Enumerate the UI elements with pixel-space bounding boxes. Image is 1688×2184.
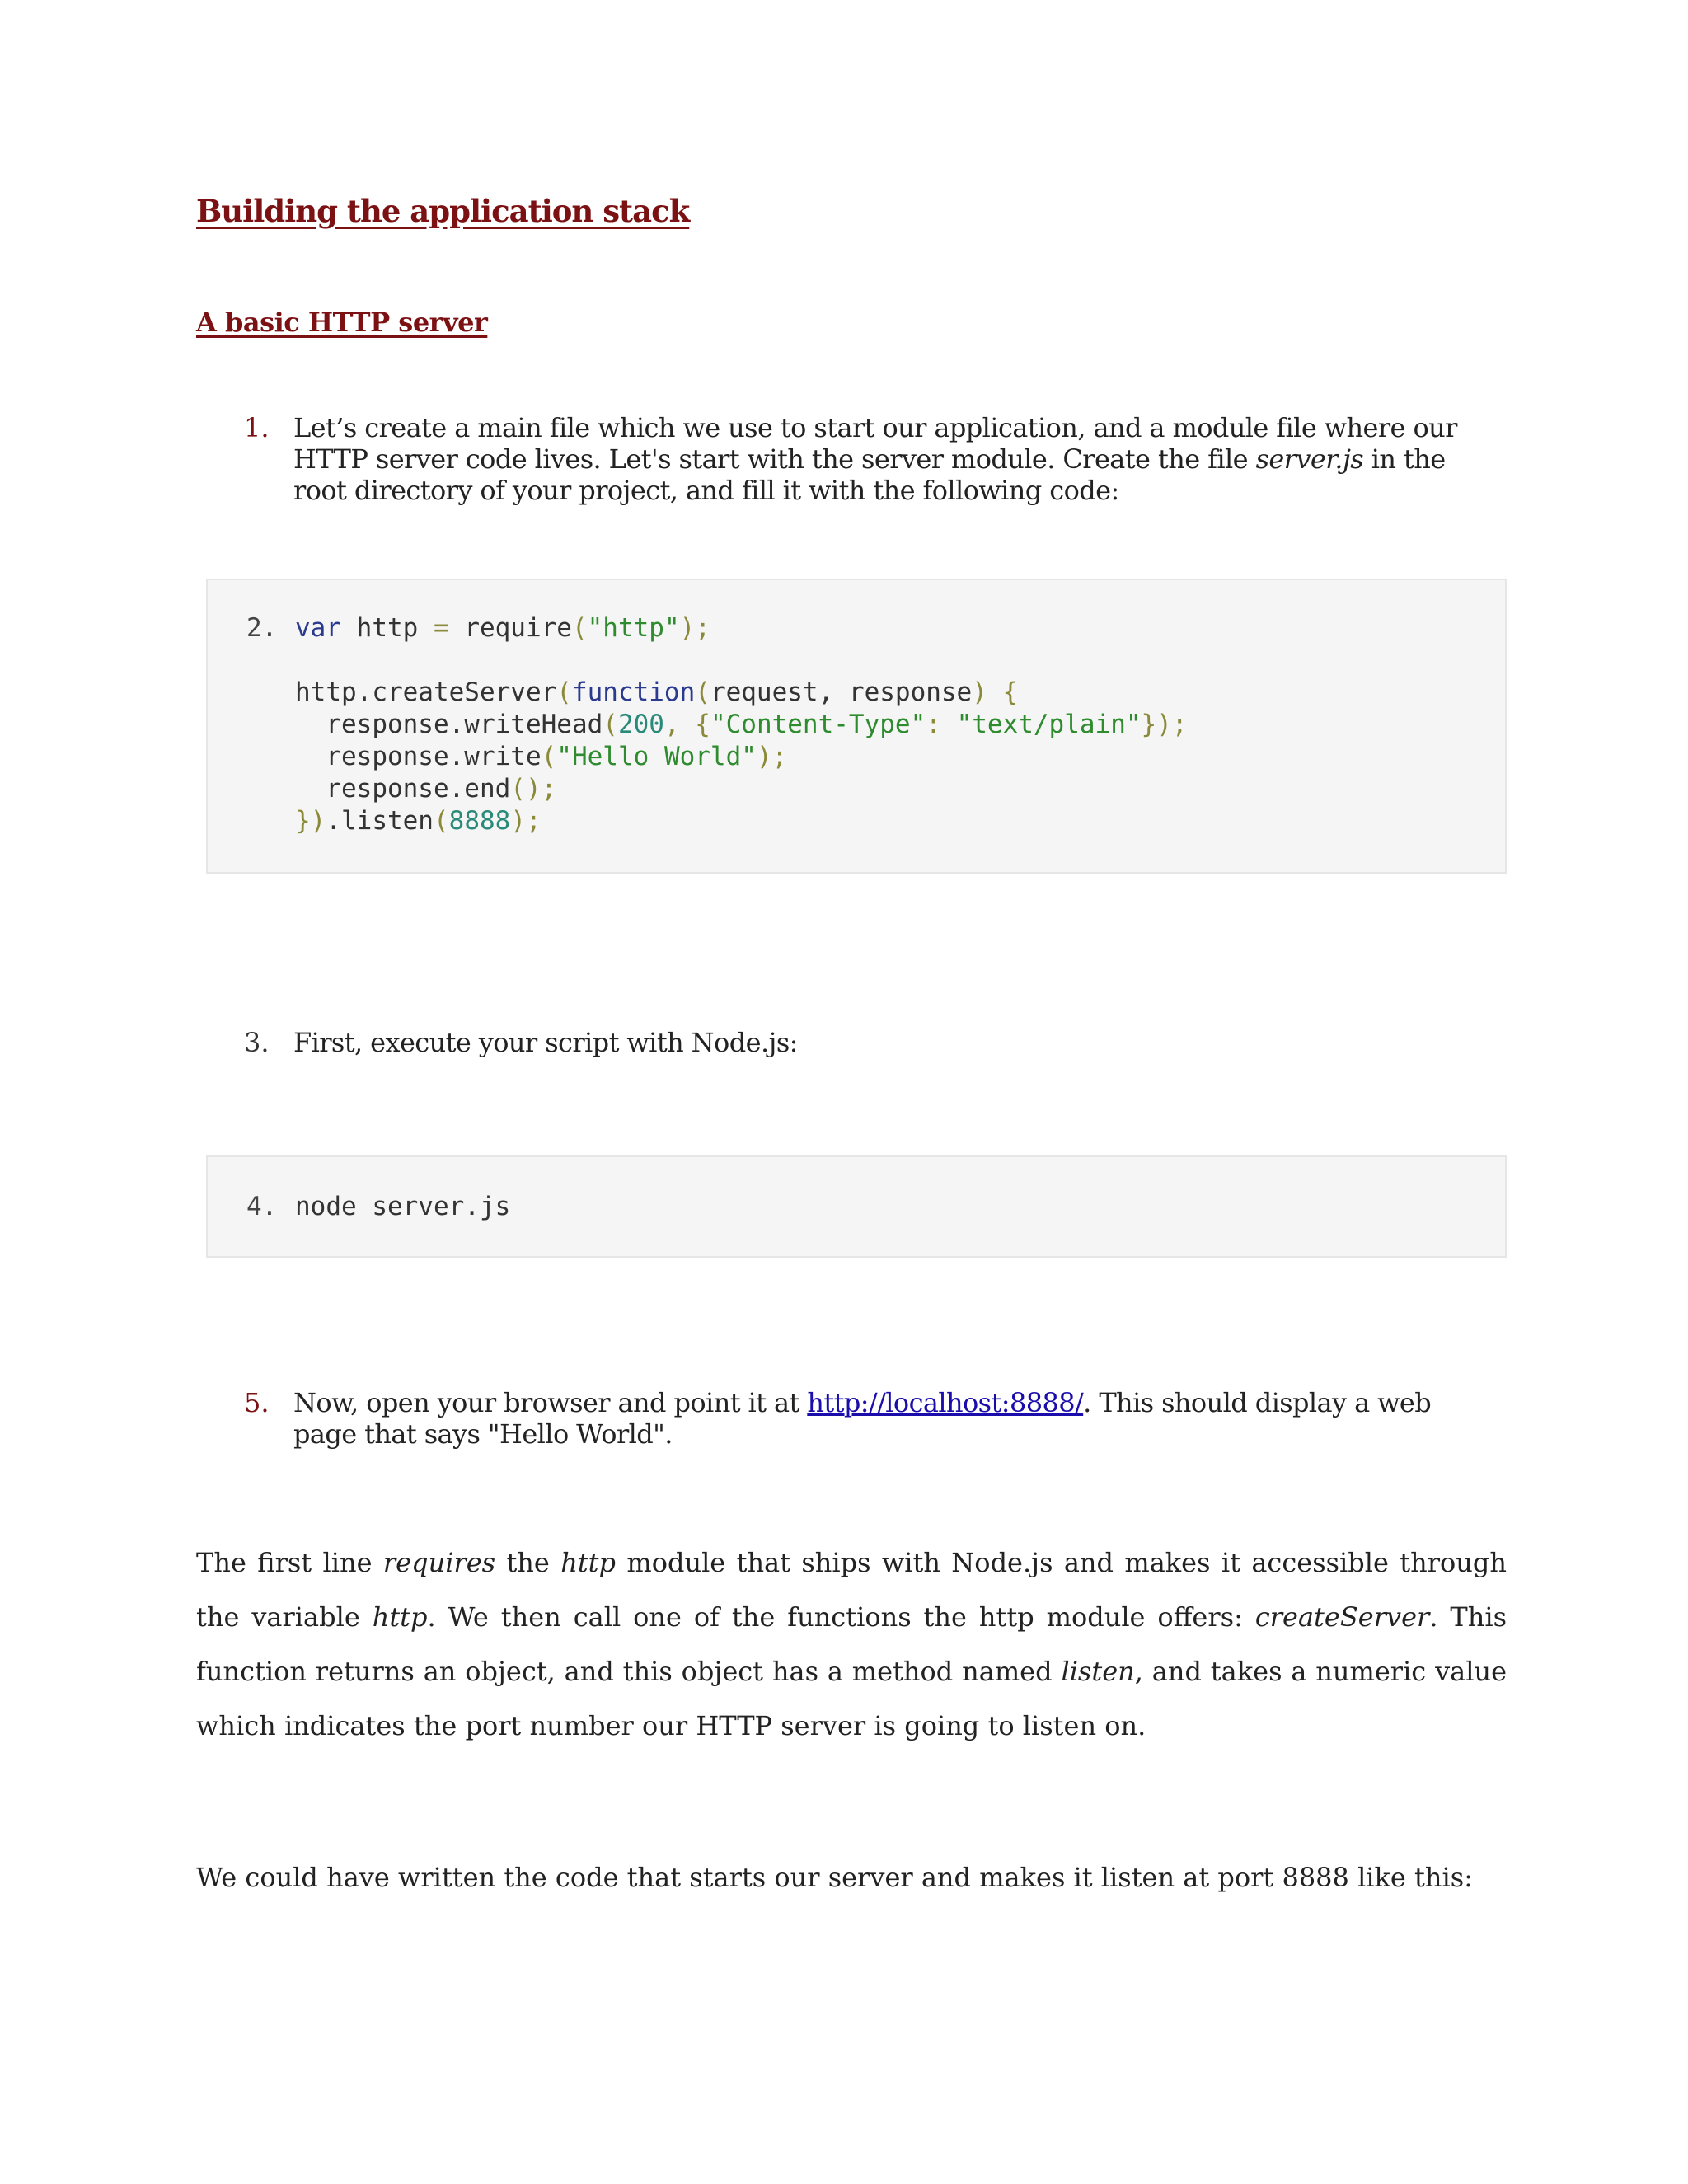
explanation-paragraph: The first line requires the http module that ships with Node.js and makes it accessible through the variable http. We then call one of the functions the http module offers: createServer. This function returns an object, and this object has a method named listen, and takes a numeric value which indicates the port number our HTTP server is going to listen on.: [196, 1547, 1507, 1741]
code-content: 2. var http = require("http"); http.createServer(function(request, response) { response.writeHead(200, {"Content-Type": "text/plain"}); response.write("Hello World"); response.end(); }).listen(8888);: [208, 612, 1505, 837]
list-item-text: Let’s create a main file which we use to start our application, and a module file where our HTTP server code lives. Let's start with the server module. Create the file server.js in the root directory of your project, and fill it with the following code:: [293, 412, 1457, 506]
filename: server.js: [1255, 443, 1364, 475]
localhost-link[interactable]: http://localhost:8888/: [807, 1387, 1084, 1418]
closing-paragraph: We could have written the code that starts our server and makes it listen at port 8888 like this:: [196, 1862, 1473, 1893]
code-block-command: [206, 1155, 1507, 1258]
code-line-number: 2.: [246, 613, 278, 643]
code-block: [206, 579, 1507, 874]
list-item-text: First, execute your script with Node.js:: [293, 1027, 798, 1058]
list-number: 5.: [244, 1387, 270, 1418]
page-heading: Building the application stack: [196, 193, 690, 229]
list-number: 3.: [244, 1027, 270, 1058]
code-line-number: 4.: [246, 1192, 278, 1221]
section-heading: A basic HTTP server: [196, 307, 488, 338]
code-content: 4. node server.js: [208, 1191, 1505, 1223]
list-number: 1.: [244, 412, 270, 443]
list-item-text: Now, open your browser and point it at http://localhost:8888/. This should display a web page that says "Hello World".: [293, 1387, 1432, 1450]
